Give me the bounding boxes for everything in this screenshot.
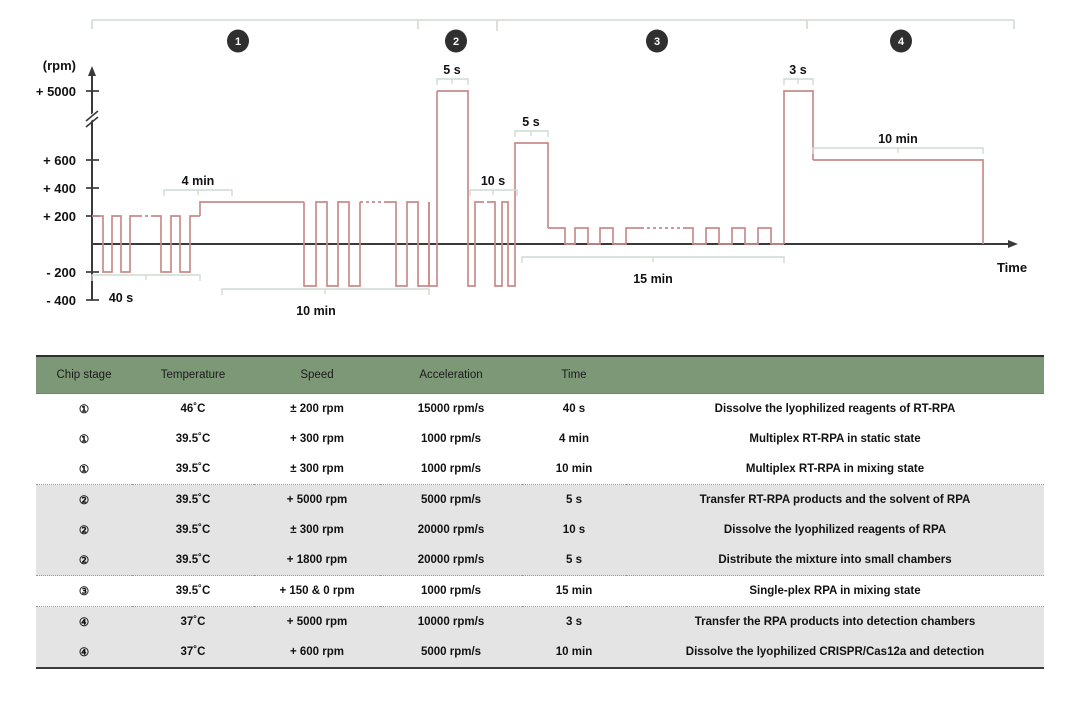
stage-badge-4-label: 4 <box>897 36 905 48</box>
cell-time: 15 min <box>522 576 626 607</box>
duration-label-5s-1800: 5 s <box>522 115 540 129</box>
column-header-acceleration: Acceleration <box>380 356 522 394</box>
stage-bracket-group <box>92 20 1014 31</box>
waveform-rise-to-5000-stage2 <box>429 91 437 286</box>
column-header-chip-stage: Chip stage <box>36 356 132 394</box>
cell-time: 3 s <box>522 607 626 638</box>
duration-label-40s: 40 s <box>108 291 134 305</box>
protocol-table-panel <box>36 355 1044 669</box>
table-header-row <box>36 356 1044 394</box>
duration-bracket-group <box>92 79 983 295</box>
cell-chip-stage: ② <box>36 515 132 545</box>
duration-label-15min: 15 min <box>633 272 673 286</box>
cell-time: 10 min <box>522 637 626 668</box>
cell-description: Multiplex RT-RPA in static state <box>749 433 921 445</box>
cell-temperature: 39.5˚C <box>132 515 254 545</box>
duration-label-3s: 3 s <box>789 63 807 77</box>
cell-temperature: 39.5˚C <box>132 545 254 576</box>
stage-badge-1 <box>227 30 249 53</box>
cell-description: Dissolve the lyophilized reagents of RT-RPA <box>714 403 956 415</box>
timing-diagram-panel <box>0 0 1080 345</box>
time-axis-label: Time <box>996 260 1028 275</box>
cell-description: Dissolve the lyophilized reagents of RPA <box>626 515 1044 545</box>
cell-time: 10 s <box>522 515 626 545</box>
table-row <box>36 485 1044 516</box>
cell-acceleration: 1000 rpm/s <box>420 433 482 445</box>
column-header-temperature: Temperature <box>132 356 254 394</box>
cell-acceleration: 15000 rpm/s <box>417 403 485 415</box>
cell-description: Dissolve the lyophilized CRISPR/Cas12a and detection <box>626 637 1044 668</box>
y-tick-label-400: + 400 <box>43 181 76 196</box>
cell-temperature: 37˚C <box>132 607 254 638</box>
stage-badge-4 <box>890 30 912 53</box>
cell-description: Transfer the RPA products into detection chambers <box>626 607 1044 638</box>
duration-label-5s-5000: 5 s <box>443 63 461 77</box>
cell-chip-stage: ② <box>36 545 132 576</box>
cell-acceleration: 20000 rpm/s <box>380 545 522 576</box>
table-row <box>36 394 1044 425</box>
cell-time: 4 min <box>558 433 590 445</box>
table-row <box>36 515 1044 545</box>
waveform-segment-10min-600 <box>813 160 983 244</box>
cell-temperature: 39.5˚C <box>132 576 254 607</box>
cell-acceleration: 1000 rpm/s <box>380 576 522 607</box>
duration-label-4min: 4 min <box>181 174 215 188</box>
y-tick-label-minus200: - 200 <box>46 265 76 280</box>
column-header-speed: Speed <box>254 356 380 394</box>
cell-chip-stage: ④ <box>36 607 132 638</box>
cell-speed: + 150 & 0 rpm <box>254 576 380 607</box>
y-tick-label-minus400: - 400 <box>46 293 76 308</box>
duration-label-10min: 10 min <box>296 304 336 318</box>
cell-speed: ± 300 rpm <box>254 515 380 545</box>
cell-acceleration: 5000 rpm/s <box>380 637 522 668</box>
cell-time: 10 min <box>522 454 626 485</box>
time-axis-arrowhead <box>1008 240 1018 248</box>
duration-label-10s: 10 s <box>480 174 506 188</box>
cell-chip-stage: ① <box>78 404 90 416</box>
cell-description: Distribute the mixture into small chambers <box>626 545 1044 576</box>
cell-acceleration: 10000 rpm/s <box>380 607 522 638</box>
cell-chip-stage: ③ <box>36 576 132 607</box>
stage-badge-3 <box>646 30 668 53</box>
stage-badge-2-label: 2 <box>452 36 460 48</box>
protocol-table-body <box>36 394 1044 669</box>
cell-chip-stage: ② <box>36 485 132 516</box>
cell-temperature: 37˚C <box>132 637 254 668</box>
waveform-segment-15min-tail <box>686 228 784 244</box>
y-tick-label-600: + 600 <box>43 153 76 168</box>
stage-badge-2 <box>445 30 467 53</box>
cell-description: Transfer RT-RPA products and the solvent of RPA <box>626 485 1044 516</box>
protocol-table <box>36 355 1044 669</box>
cell-temperature: 39.5˚C <box>132 485 254 516</box>
cell-temperature: 46˚C <box>180 403 206 415</box>
table-row <box>36 424 1044 454</box>
waveform-segment-15min-head <box>548 228 641 244</box>
table-row <box>36 576 1044 607</box>
column-header-description <box>626 356 1044 394</box>
rotational-speed-profile-chart <box>0 0 1080 345</box>
table-row <box>36 607 1044 638</box>
waveform-segment-3s-5000 <box>784 91 813 244</box>
cell-acceleration: 1000 rpm/s <box>380 454 522 485</box>
duration-label-10min-600: 10 min <box>878 132 918 146</box>
cell-description: Single-plex RPA in mixing state <box>626 576 1044 607</box>
y-axis-unit-label: (rpm) <box>42 58 76 73</box>
cell-acceleration: 5000 rpm/s <box>380 485 522 516</box>
cell-acceleration: 20000 rpm/s <box>380 515 522 545</box>
table-row <box>36 637 1044 668</box>
cell-temperature: 39.5˚C <box>132 454 254 485</box>
column-header-time: Time <box>522 356 626 394</box>
cell-speed: + 300 rpm <box>289 433 345 445</box>
stage-badge-1-label: 1 <box>234 36 242 48</box>
cell-temperature: 39.5˚C <box>175 433 211 445</box>
y-tick-label-200: + 200 <box>43 209 76 224</box>
cell-time: 40 s <box>562 403 586 415</box>
table-row <box>36 545 1044 576</box>
cell-chip-stage: ① <box>36 454 132 485</box>
y-axis-group <box>36 58 99 308</box>
cell-description: Multiplex RT-RPA in mixing state <box>626 454 1044 485</box>
cell-chip-stage: ① <box>78 434 90 446</box>
cell-speed: + 600 rpm <box>254 637 380 668</box>
protocol-table-head <box>36 356 1044 394</box>
cell-speed: + 1800 rpm <box>254 545 380 576</box>
cell-time: 5 s <box>522 545 626 576</box>
cell-speed: ± 300 rpm <box>254 454 380 485</box>
cell-speed: ± 200 rpm <box>290 403 344 415</box>
cell-chip-stage: ④ <box>36 637 132 668</box>
table-row <box>36 454 1044 485</box>
cell-speed: + 5000 rpm <box>254 607 380 638</box>
waveform-segment-5s-5000 <box>437 91 468 202</box>
y-tick-label-5000: + 5000 <box>35 84 76 99</box>
cell-time: 5 s <box>522 485 626 516</box>
waveform-rise-to-4min <box>200 202 232 216</box>
y-axis-arrowhead <box>88 66 96 76</box>
cell-speed: + 5000 rpm <box>254 485 380 516</box>
waveform-segment-5s-1800 <box>515 143 548 228</box>
stage-badge-3-label: 3 <box>653 36 661 48</box>
